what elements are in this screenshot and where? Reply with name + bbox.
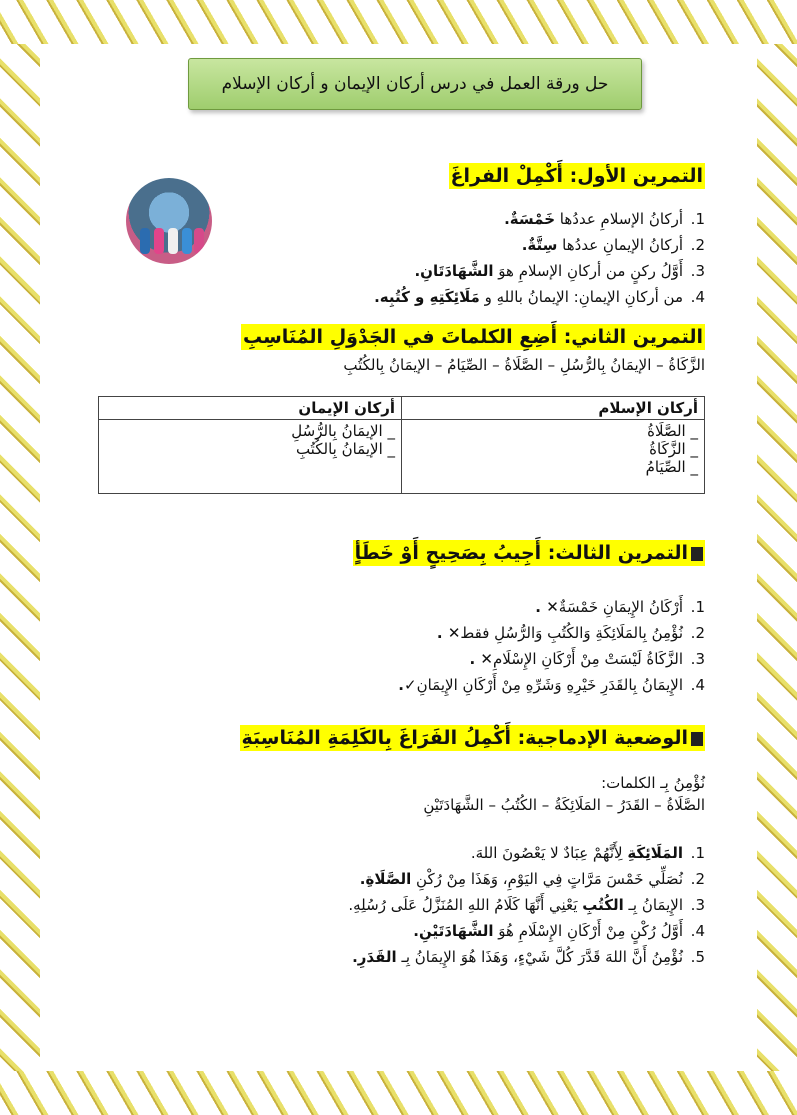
col-header-islam: أركان الإسلام bbox=[402, 397, 705, 420]
page-title: حل ورقة العمل في درس أركان الإيمان و أركان الإسلام bbox=[221, 74, 609, 94]
ex4-list bbox=[348, 840, 705, 970]
table-item: _ الزَّكَاةُ bbox=[649, 440, 698, 458]
table-item: _ الإيمَانُ بِالكُتُبِ bbox=[295, 440, 395, 458]
decorative-border-top bbox=[0, 0, 797, 44]
ex3-list bbox=[398, 594, 705, 698]
table-item: _ الصِّيَامُ bbox=[645, 458, 698, 476]
ex3-heading: التمرين الثالث: أَجِيبُ بِصَحِيحٍ أَوْ خَطَأٍ bbox=[353, 542, 705, 564]
cross-mark-icon: ✕ . bbox=[436, 624, 461, 642]
cross-mark-icon: ✕ . bbox=[469, 650, 494, 668]
list-item: 4.أَوَّلُ رُكْنٍ مِنْ أَرْكَانِ الإِسْلَامِ هُوَ الشَّهَادَتَيْنِ. bbox=[413, 922, 705, 940]
ex4-heading: الوضعية الإدماجية: أَكْمِلُ الفَرَاغَ بِالكَلِمَةِ المُنَاسِبَةِ bbox=[240, 727, 705, 749]
children-photo bbox=[126, 178, 212, 264]
iman-cell bbox=[99, 420, 402, 494]
ex2-table bbox=[98, 396, 705, 494]
check-mark-icon: ✓. bbox=[398, 676, 417, 694]
ex1-list bbox=[374, 206, 705, 310]
decorative-border-right bbox=[757, 44, 797, 1071]
islam-cell bbox=[402, 420, 705, 494]
list-item: 2.أركانُ الإيمانِ عددُها سِتَّةٌ. bbox=[521, 236, 705, 254]
ex2-word-bank: الزَّكَاةُ – الإيمَانُ بِالرُّسُلِ – الصَّلَاةُ – الصِّيَامُ – الإيمَانُ بِالكُتُبِ bbox=[343, 356, 705, 374]
table-item: _ الصَّلَاةُ bbox=[647, 422, 698, 440]
list-item: 2.نُصَلِّي خَمْسَ مَرَّاتٍ فِي اليَوْمِ، وَهَذَا مِنْ رُكْنِ الصَّلَاةِ. bbox=[359, 870, 705, 888]
list-item: 3.الإِيمَانُ بِـ الكُتُبِ يَعْنِي أَنَّهَا كَلَامُ اللهِ المُنَزَّلُ عَلَى رُسُلِهِ. bbox=[348, 896, 705, 914]
cross-mark-icon: ✕ . bbox=[535, 598, 559, 616]
list-item: 3.أَوَّلُ ركنٍ من أركانِ الإسلامِ هوَ الشَّهَادَتَانِ. bbox=[414, 262, 705, 280]
list-item: 5.نُؤْمِنُ أَنَّ اللهَ قَدَّرَ كُلَّ شَيْءٍ، وَهَذَا هُوَ الإِيمَانُ بِـ القَدَرِ. bbox=[352, 948, 705, 966]
list-item: 1.المَلَائِكَةِ لِأَنَّهُمْ عِبَادٌ لا يَعْصُونَ اللهَ. bbox=[470, 844, 705, 862]
document-icon bbox=[691, 732, 703, 746]
list-item: 4.من أركانِ الإيمانِ: الإيمانُ باللهِ و مَلَائِكَتِهِ و كُتُبِه. bbox=[374, 288, 705, 306]
col-header-iman: أركان الإيمان bbox=[99, 397, 402, 420]
list-item: 1.أركانُ الإسلامِ عددُها خَمْسَةٌ. bbox=[504, 210, 705, 228]
ex4-word-bank: الصَّلَاةُ – القَدَرُ – المَلَائِكَةُ – الكُتُبُ – الشَّهَادَتَيْنِ bbox=[423, 796, 705, 814]
decorative-border-left bbox=[0, 44, 40, 1071]
title-banner bbox=[188, 58, 642, 110]
decorative-border-bottom bbox=[0, 1071, 797, 1115]
ex2-heading: التمرين الثاني: أَضِعِ الكلماتَ في الجَدْوَلِ المُنَاسِبِ bbox=[243, 326, 703, 348]
document-icon bbox=[691, 547, 703, 561]
list-item: 1.أَرْكَانُ الإِيمَانِ خَمْسَةٌ✕ . bbox=[535, 598, 705, 616]
list-item: 3.الزَّكَاةُ لَيْسَتْ مِنْ أَرْكَانِ الإِسْلَامِ✕ . bbox=[469, 650, 705, 668]
list-item: 2.نُؤْمِنُ بِالمَلَائِكَةِ وَالكُتُبِ وَالرُّسُلِ فقط✕ . bbox=[436, 624, 705, 642]
ex4-intro: نُؤْمِنُ بِـ الكلمات: bbox=[601, 774, 705, 792]
list-item: 4.الإِيمَانُ بِالقَدَرِ خَيْرِهِ وَشَرِّهِ مِنْ أَرْكَانِ الإِيمَانِ✓. bbox=[398, 676, 705, 694]
ex1-heading: التمرين الأول: أَكْمِلْ الفراغَ bbox=[450, 165, 703, 187]
table-item: _ الإيمَانُ بِالرُّسُلِ bbox=[291, 422, 395, 440]
